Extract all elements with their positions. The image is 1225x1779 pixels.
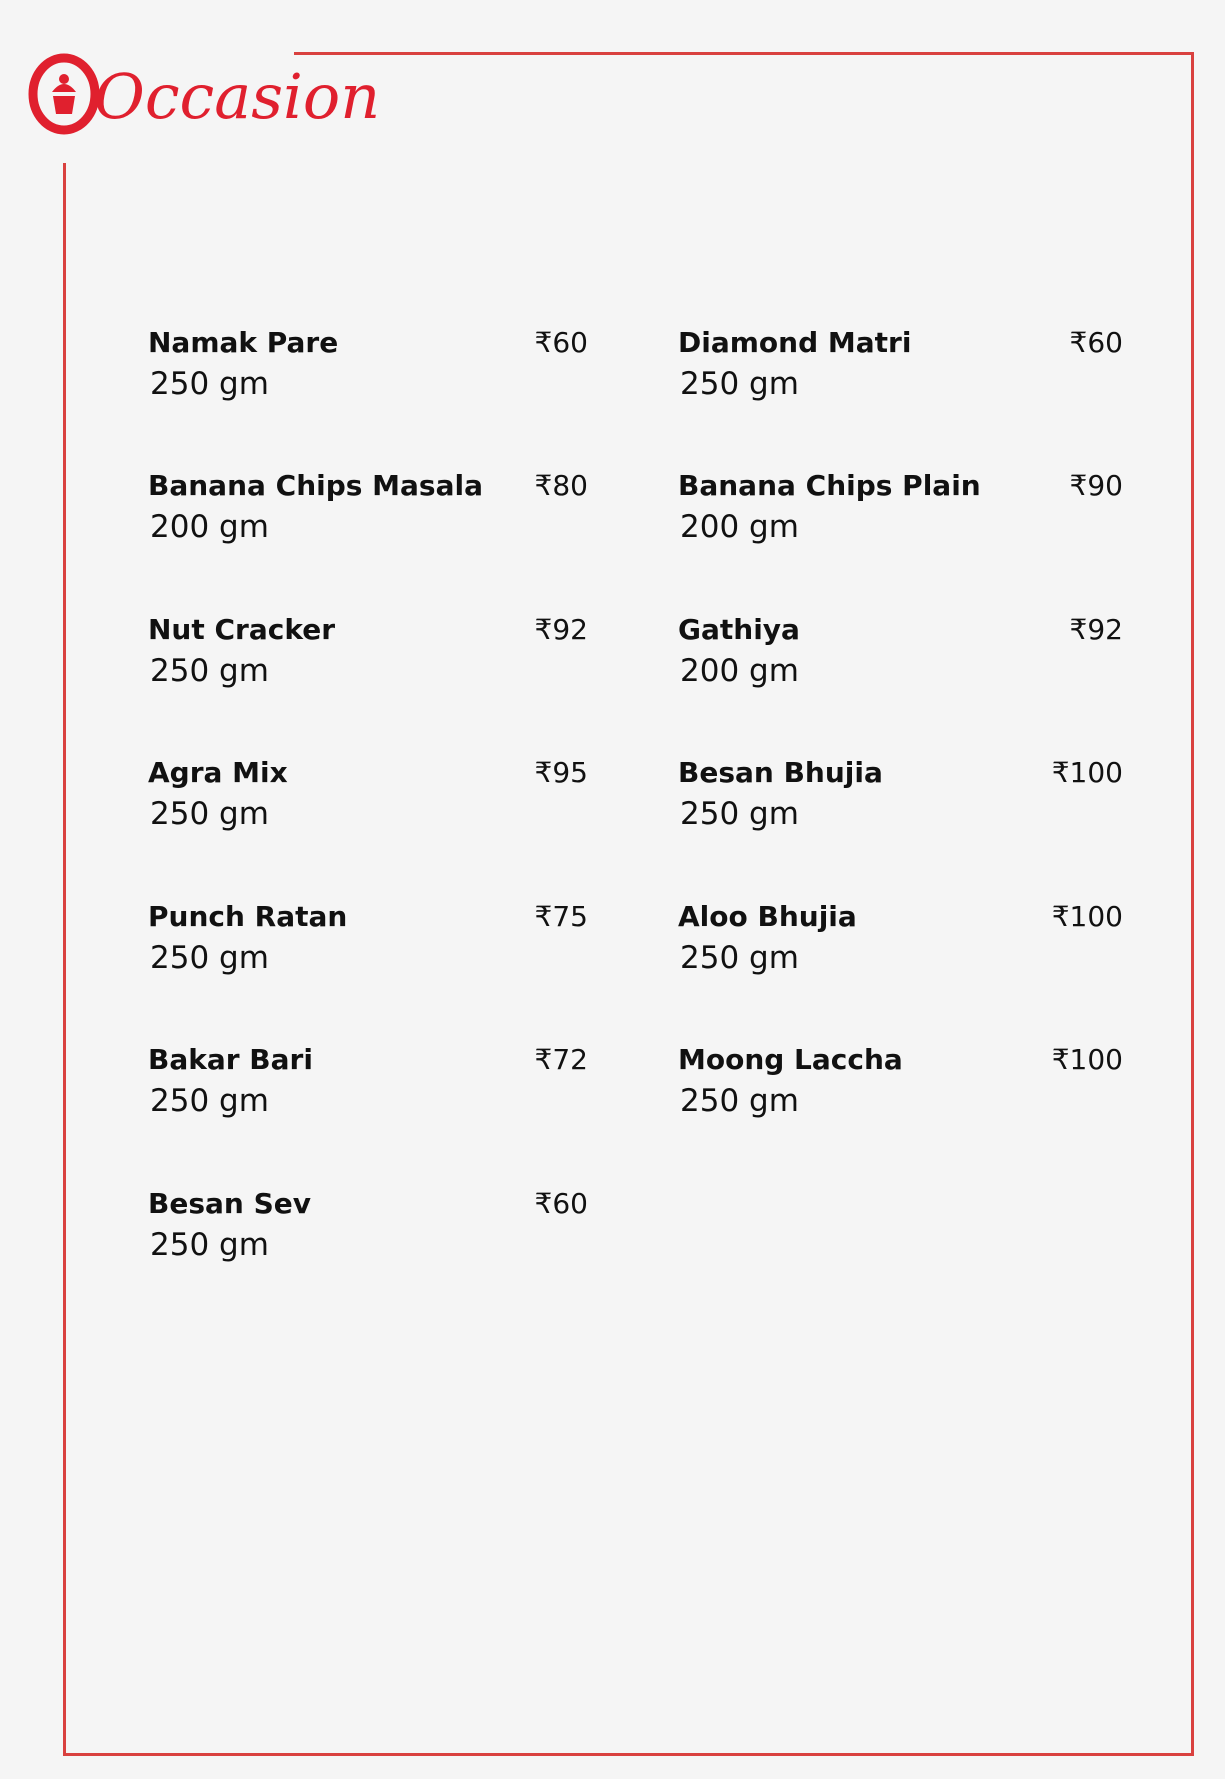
item-weight: 250 gm: [150, 1227, 269, 1263]
menu-item-besan-bhujia: [678, 756, 1123, 846]
menu-item-bakar-bari: [148, 1043, 588, 1133]
menu-item-moong-laccha: [678, 1043, 1123, 1133]
item-name: Agra Mix: [148, 756, 288, 789]
item-weight: 250 gm: [150, 940, 269, 976]
item-price: ₹60: [534, 326, 588, 359]
menu-item-diamond-matri: [678, 326, 1123, 416]
item-weight: 250 gm: [680, 366, 799, 402]
menu-item-banana-chips-masala: [148, 469, 588, 559]
item-name: Besan Sev: [148, 1187, 311, 1220]
item-price: ₹60: [1069, 326, 1123, 359]
menu-item-agra-mix: [148, 756, 588, 846]
menu-item-namak-pare: [148, 326, 588, 416]
item-price: ₹80: [534, 469, 588, 502]
item-name: Namak Pare: [148, 326, 339, 359]
item-weight: 250 gm: [150, 653, 269, 689]
item-price: ₹60: [534, 1187, 588, 1220]
item-weight: 250 gm: [680, 1083, 799, 1119]
item-weight: 250 gm: [150, 366, 269, 402]
item-name: Besan Bhujia: [678, 756, 883, 789]
item-price: ₹100: [1051, 1043, 1123, 1076]
item-name: Punch Ratan: [148, 900, 348, 933]
menu-item-aloo-bhujia: [678, 900, 1123, 990]
frame-right-line: [1191, 52, 1194, 1756]
menu-item-besan-sev: [148, 1187, 588, 1277]
item-weight: 250 gm: [150, 1083, 269, 1119]
brand-name: Occasion: [94, 60, 381, 133]
item-name: Diamond Matri: [678, 326, 912, 359]
item-price: ₹90: [1069, 469, 1123, 502]
item-price: ₹92: [534, 613, 588, 646]
menu-item-punch-ratan: [148, 900, 588, 990]
item-weight: 200 gm: [680, 653, 799, 689]
item-price: ₹100: [1051, 900, 1123, 933]
frame-bottom-line: [63, 1753, 1194, 1756]
frame-top-line: [294, 52, 1194, 55]
cupcake-icon: [33, 58, 95, 130]
item-name: Bakar Bari: [148, 1043, 313, 1076]
item-price: ₹92: [1069, 613, 1123, 646]
item-weight: 200 gm: [150, 509, 269, 545]
item-name: Moong Laccha: [678, 1043, 903, 1076]
menu-item-gathiya: [678, 613, 1123, 703]
brand-logo: [28, 46, 381, 136]
menu-item-banana-chips-plain: [678, 469, 1123, 559]
item-price: ₹75: [534, 900, 588, 933]
item-name: Aloo Bhujia: [678, 900, 857, 933]
item-weight: 250 gm: [680, 796, 799, 832]
item-name: Gathiya: [678, 613, 800, 646]
item-weight: 200 gm: [680, 509, 799, 545]
item-name: Nut Cracker: [148, 613, 336, 646]
menu-item-nut-cracker: [148, 613, 588, 703]
item-price: ₹95: [534, 756, 588, 789]
item-name: Banana Chips Masala: [148, 469, 483, 502]
item-weight: 250 gm: [150, 796, 269, 832]
item-weight: 250 gm: [680, 940, 799, 976]
item-price: ₹72: [534, 1043, 588, 1076]
item-name: Banana Chips Plain: [678, 469, 981, 502]
frame-left-line: [63, 163, 66, 1756]
item-price: ₹100: [1051, 756, 1123, 789]
